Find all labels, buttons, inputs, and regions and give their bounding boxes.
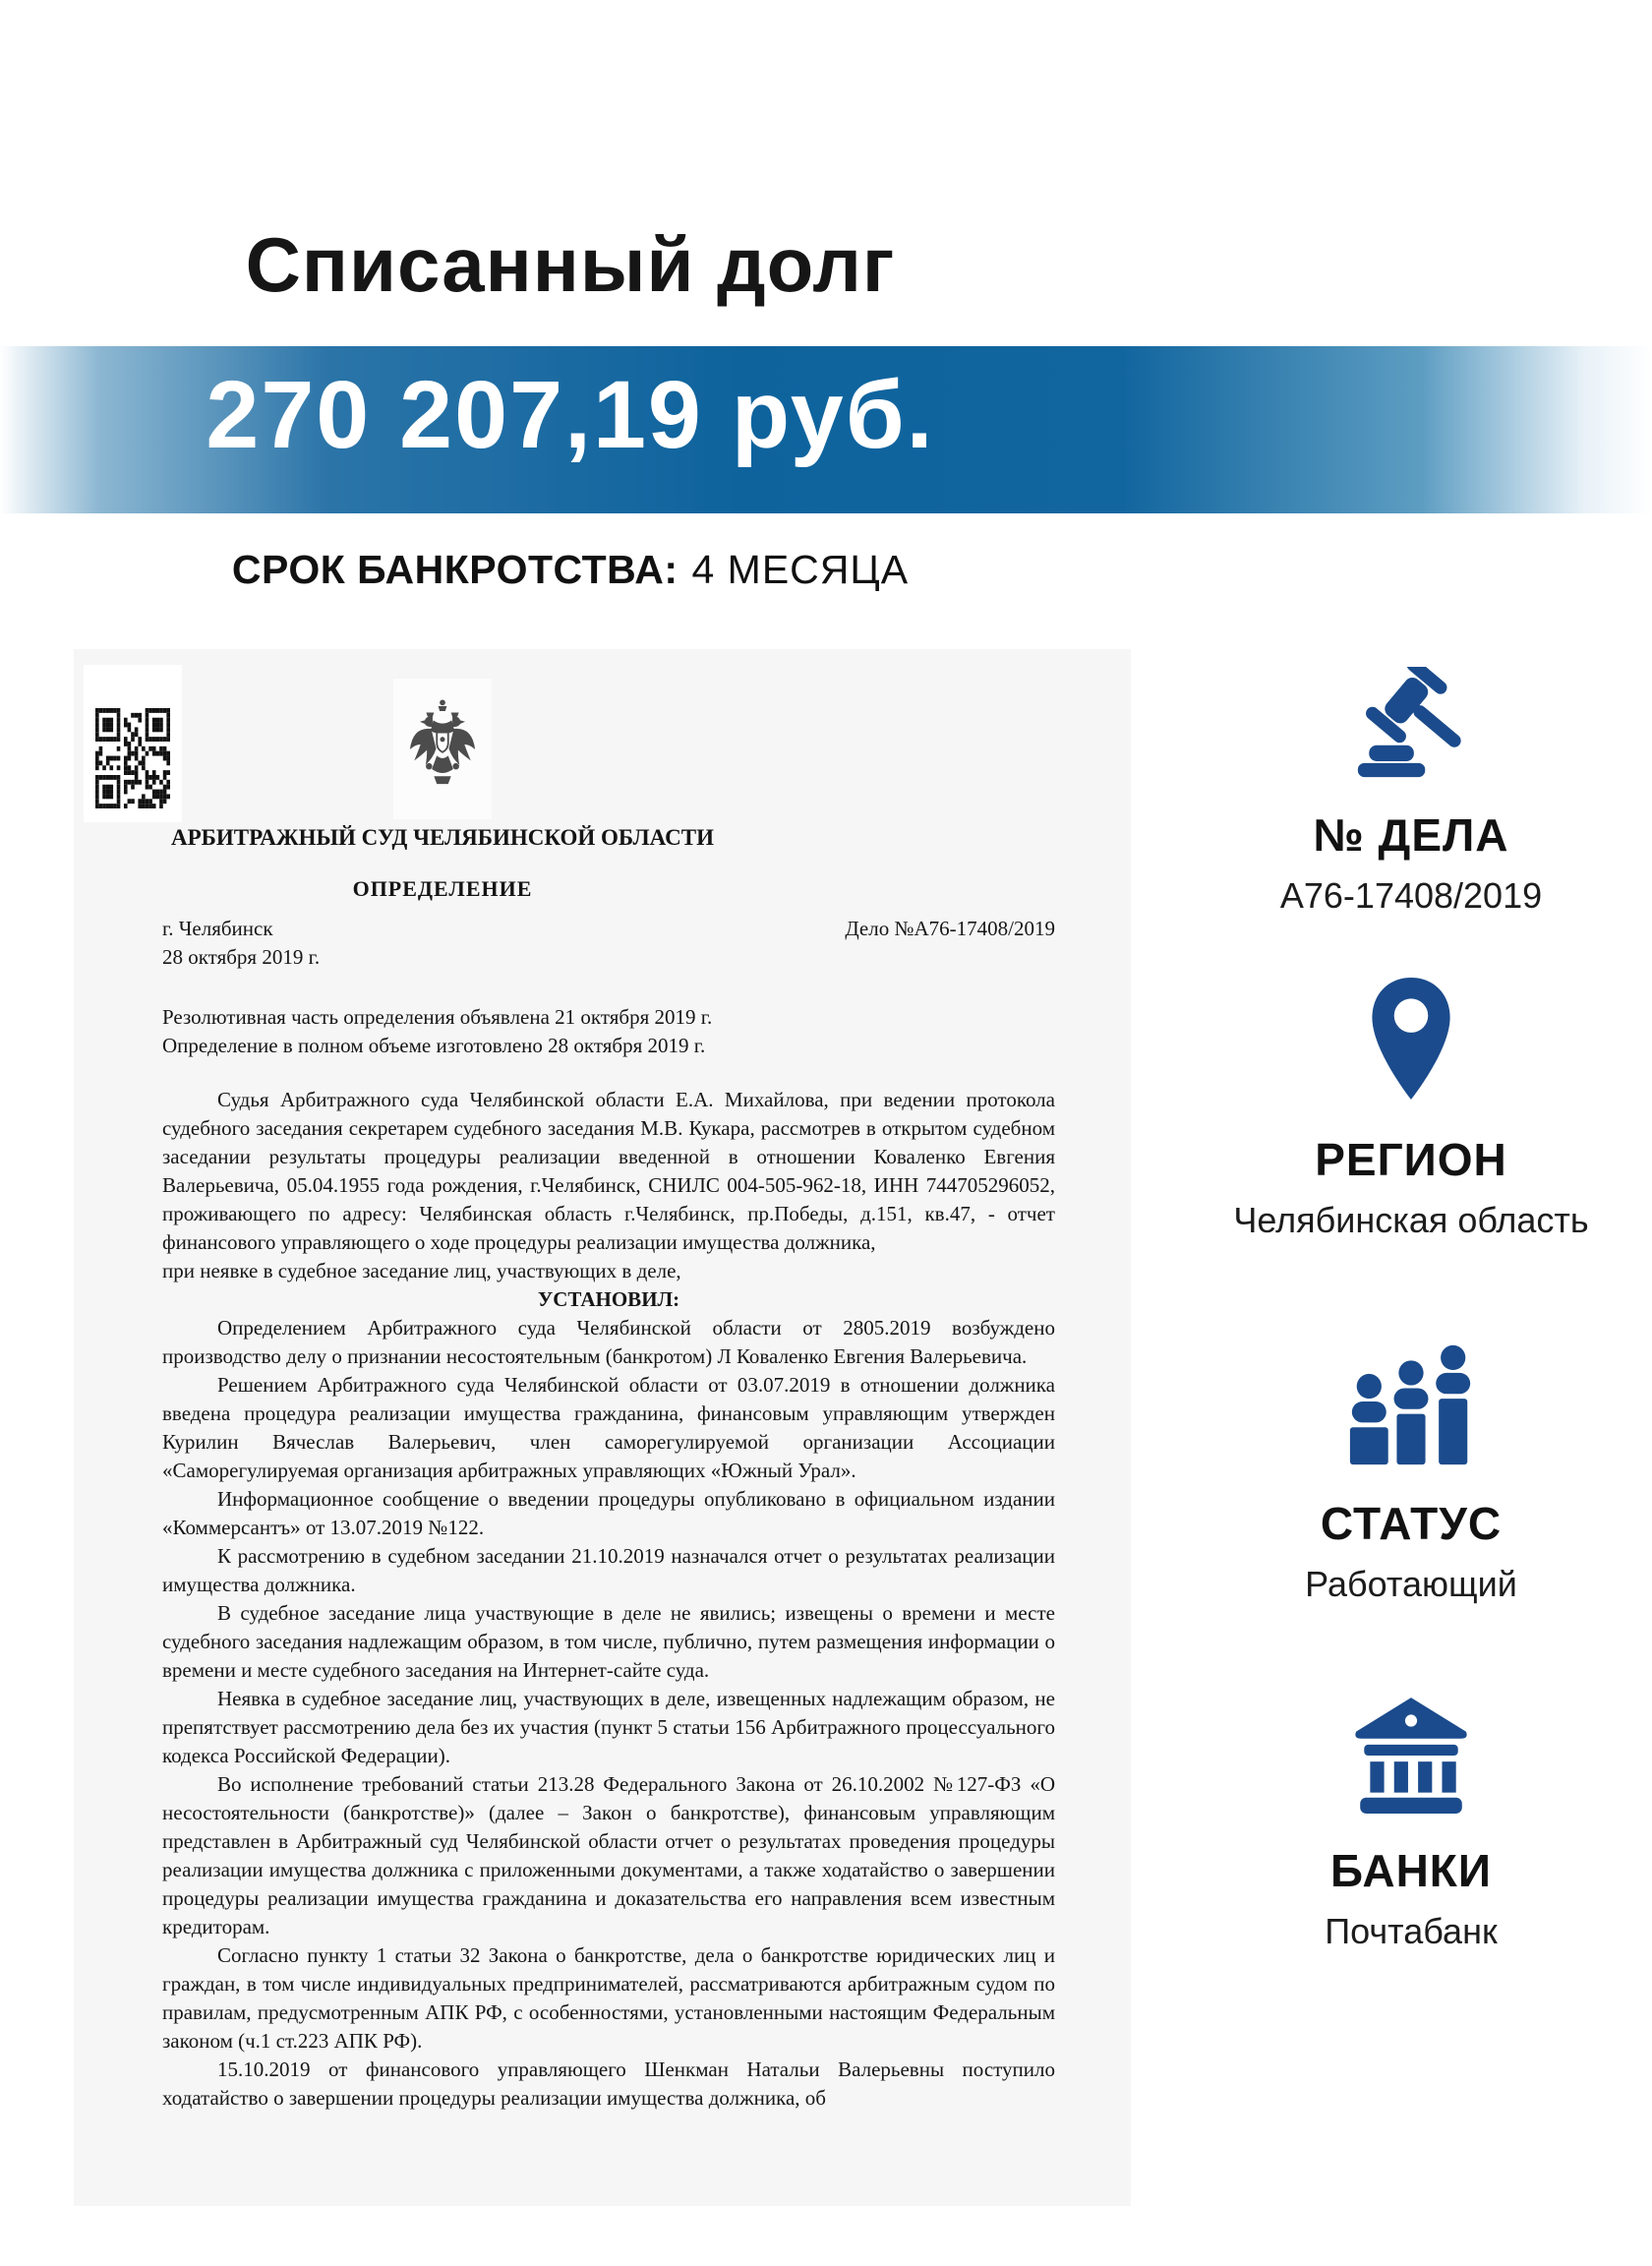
bankruptcy-term-value: 4 МЕСЯЦА [691, 547, 910, 592]
document-city: г. Челябинск [162, 917, 273, 940]
document-paragraph: Неявка в судебное заседание лиц, участвующих в деле, извещенных надлежащим образом, не препятствует рассмотрению дела без их участия (пункт 5 статьи 156 Арбитражного процессуального кодекса Российской Федерации). [162, 1687, 1055, 1767]
resolutive-line: Определение в полном объеме изготовлено 28 октября 2019 г. [162, 1034, 706, 1057]
debt-amount: 270 207,19 руб. [206, 361, 935, 468]
page-title: Списанный долг [245, 221, 896, 308]
ustanovil-heading: УСТАНОВИЛ: [537, 1287, 680, 1311]
status-value: Работающий [1305, 1564, 1517, 1604]
bankruptcy-term-label: СРОК БАНКРОТСТВА: [231, 547, 678, 592]
region-label: РЕГИОН [1315, 1134, 1507, 1185]
document-paragraph: при неявке в судебное заседание лиц, участвующих в деле, [162, 1259, 681, 1282]
bank-building-icon [1170, 1677, 1652, 1815]
document-paragraph: Во исполнение требований статьи 213.28 Федерального Закона от 26.10.2002 №127-ФЗ «О несостоятельности (банкротстве)» (далее – Закон о банкротстве), финансовым управляющим представлен в Арбитражный суд Челябинской области отчет о результатах проведения процедуры реализации имущества должника с приложенными документами, а также ходатайство о завершении процедуры реализации имущества гражданина и доказательства его направления всем известным кредиторам. [162, 1772, 1055, 1938]
document-paragraph: Решением Арбитражного суда Челябинской области от 03.07.2019 в отношении должника введена процедура реализации имущества гражданина, финансовым управляющим утвержден Курилин Вячеслав Валерьевич, член саморегулируемой организации Ассоциации «Саморегулируемая организация арбитражных управляющих «Южный Урал». [162, 1373, 1055, 1482]
case-number-value: А76-17408/2019 [1279, 875, 1543, 916]
location-pin-icon [1170, 966, 1652, 1103]
document-type: ОПРЕДЕЛЕНИЕ [352, 876, 533, 901]
document-date: 28 октября 2019 г. [162, 945, 321, 969]
banks-value: Почтабанк [1325, 1911, 1498, 1951]
status-people-icon [1170, 1330, 1652, 1467]
coat-of-arms-icon [393, 679, 492, 819]
document-intro [162, 1086, 1055, 1314]
document-paragraph: В судебное заседание лица участвующие в деле не явились; извещены о времени и месте судебного заседания надлежащим образом, в том числе, публично, путем размещения информации о времени и месте судебного заседания на Интернет-сайте суда. [162, 1601, 1055, 1682]
region-value: Челябинская область [1233, 1200, 1589, 1240]
region-block [1170, 966, 1652, 1241]
document-paragraph: 15.10.2019 от финансового управляющего Шенкман Натальи Валерьевны поступило ходатайство о завершении процедуры реализации имущества должника, об [162, 2057, 1055, 2110]
document-paragraph: Информационное сообщение о введении процедуры опубликовано в официальном издании «Коммерсантъ» от 13.07.2019 №122. [162, 1487, 1055, 1539]
court-name: АРБИТРАЖНЫЙ СУД ЧЕЛЯБИНСКОЙ ОБЛАСТИ [171, 825, 714, 850]
bankruptcy-term [0, 547, 1141, 593]
court-document [74, 649, 1131, 2206]
document-paragraph: Определением Арбитражного суда Челябинской области от 2805.2019 возбуждено производство делу о признании несостоятельным (банкротом) Л Коваленко Евгения Валерьевича. [162, 1316, 1055, 1368]
resolutive-block [162, 1003, 1055, 1060]
document-paragraph: Судья Арбитражного суда Челябинской области Е.А. Михайлова, при ведении протокола судебного заседания секретарем судебного заседания М.В. Кукара, рассмотрев в открытом судебном заседании результаты процедуры реализации введенной в отношении Коваленко Евгения Валерьевича, 05.04.1955 года рождения, г.Челябинск, СНИЛС 004-505-962-18, ИНН 744705296052, проживающего по адресу: Челябинская область г.Челябинск, пр.Победы, д.151, кв.47, - отчет финансового управляющего о ходе процедуры реализации имущества должника, [162, 1088, 1055, 1254]
document-body [162, 915, 1055, 2113]
banks-label: БАНКИ [1330, 1845, 1492, 1896]
document-paragraph: Согласно пункту 1 статьи 32 Закона о банкротстве, дела о банкротстве юридических лиц и граждан, в том числе индивидуальных предпринимателей, рассматриваются арбитражным судом по правилам, предусмотренным АПК РФ, с особенностями, установленными настоящим Федеральным законом (ч.1 ст.223 АПК РФ). [162, 1943, 1055, 2053]
case-number-block [1170, 641, 1652, 917]
banks-block [1170, 1677, 1652, 1952]
amount-banner [0, 346, 1652, 513]
case-number-line: Дело №А76-17408/2019 [845, 917, 1055, 940]
document-paragraphs [162, 1314, 1055, 2113]
document-header [74, 679, 811, 902]
status-label: СТАТУС [1320, 1498, 1503, 1549]
document-meta [162, 915, 1055, 972]
document-paragraph: К рассмотрению в судебном заседании 21.10.2019 назначался отчет о результатах реализации имущества должника. [162, 1544, 1055, 1596]
gavel-icon [1170, 641, 1652, 779]
status-block [1170, 1330, 1652, 1605]
resolutive-line: Резолютивная часть определения объявлена 21 октября 2019 г. [162, 1005, 713, 1029]
case-number-label: № ДЕЛА [1313, 809, 1509, 861]
